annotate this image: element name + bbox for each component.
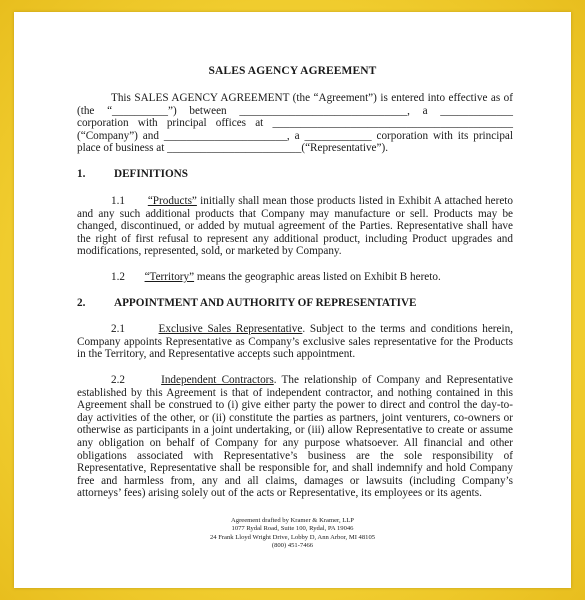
clause-2-1: [77, 323, 513, 361]
section-1-number: 1.: [77, 168, 86, 180]
section-1-title: DEFINITIONS: [114, 168, 188, 180]
section-1-heading: [77, 168, 513, 181]
footer-line-1: Agreement drafted by Kramer & Kramer, LLP: [231, 517, 354, 524]
clause-2-1-number: 2.1: [111, 323, 125, 335]
clause-2-2-text: . The relationship of Company and Representative established by this Agreement is that of independent contractor, and nothing contained in this Agreement shall be construed to (i) give either party the power to direct and control the day-to-day activities of the other, or (ii) constitute the parties as partners, joint venturers, co-owners or otherwise as participants in a joint undertaking, or (iii) allow Representative to create or assume any obligation on behalf of Company for any purpose whatsoever. All financial and other obligations associated with Representative’s business are the sole responsibility of Representative, Representative shall be responsible for, and shall indemnify and hold Company free and harmless from, any and all claims, damages or lawsuits (including Company’s attorneys’ fees) arising solely out of the acts or Representative, its employees or its agents.: [77, 374, 513, 500]
clause-2-2-term: Independent Contractors: [161, 374, 274, 386]
clause-1-2-term: “Territory”: [144, 271, 195, 283]
section-2-number: 2.: [77, 297, 86, 309]
clause-1-2: [77, 271, 513, 284]
clause-1-1-term: “Products”: [147, 195, 197, 207]
intro-text: This SALES AGENCY AGREEMENT (the “Agreement”) is entered into effective as of (the “__________”) between ______________________________, a _____________ corporation with principal offices at ___________________________________________ (“Company”) and ______________________, a ____________ corporation with its principal place of business at ________________________(“Representative”).: [77, 92, 513, 155]
document-title: SALES AGENCY AGREEMENT: [208, 65, 377, 77]
document-footer: [14, 517, 571, 550]
clause-2-1-text: . Subject to the terms and conditions herein, Company appoints Representative as Company’s exclusive sales representative for the Products in the Territory, and Representative accepts such appointment.: [77, 323, 513, 361]
clause-2-2-number: 2.2: [111, 374, 125, 386]
document-page: [14, 12, 571, 588]
clause-2-2: [77, 374, 513, 500]
clause-1-2-text: means the geographic areas listed on Exhibit B hereto.: [194, 271, 441, 283]
clause-1-1: [77, 195, 513, 258]
clause-1-1-text: initially shall mean those products listed in Exhibit A attached hereto and any such additional products that Company may manufacture or sell. Products may be changed, discontinued, or added by mutual agreement of the Parties. Representative shall have the right of first refusal to represent any additional product, including Product upgrades and modifications, represented, sold, or marketed by Company.: [77, 195, 514, 258]
footer-line-2: 1077 Rydal Road, Suite 100, Rydal, PA 19046: [231, 525, 354, 533]
clause-2-1-term: Exclusive Sales Representative: [158, 323, 303, 335]
intro-paragraph: [77, 92, 513, 155]
clause-1-1-number: 1.1: [111, 195, 125, 207]
footer-line-4: (800) 451-7466: [271, 541, 314, 549]
section-2-heading: [77, 297, 513, 310]
footer-line-3: 24 Frank Lloyd Wright Drive, Lobby D, Ann Arbor, MI 48105: [209, 533, 376, 541]
clause-1-2-number: 1.2: [111, 271, 125, 283]
section-2-title: APPOINTMENT AND AUTHORITY OF REPRESENTATIVE: [114, 297, 417, 309]
